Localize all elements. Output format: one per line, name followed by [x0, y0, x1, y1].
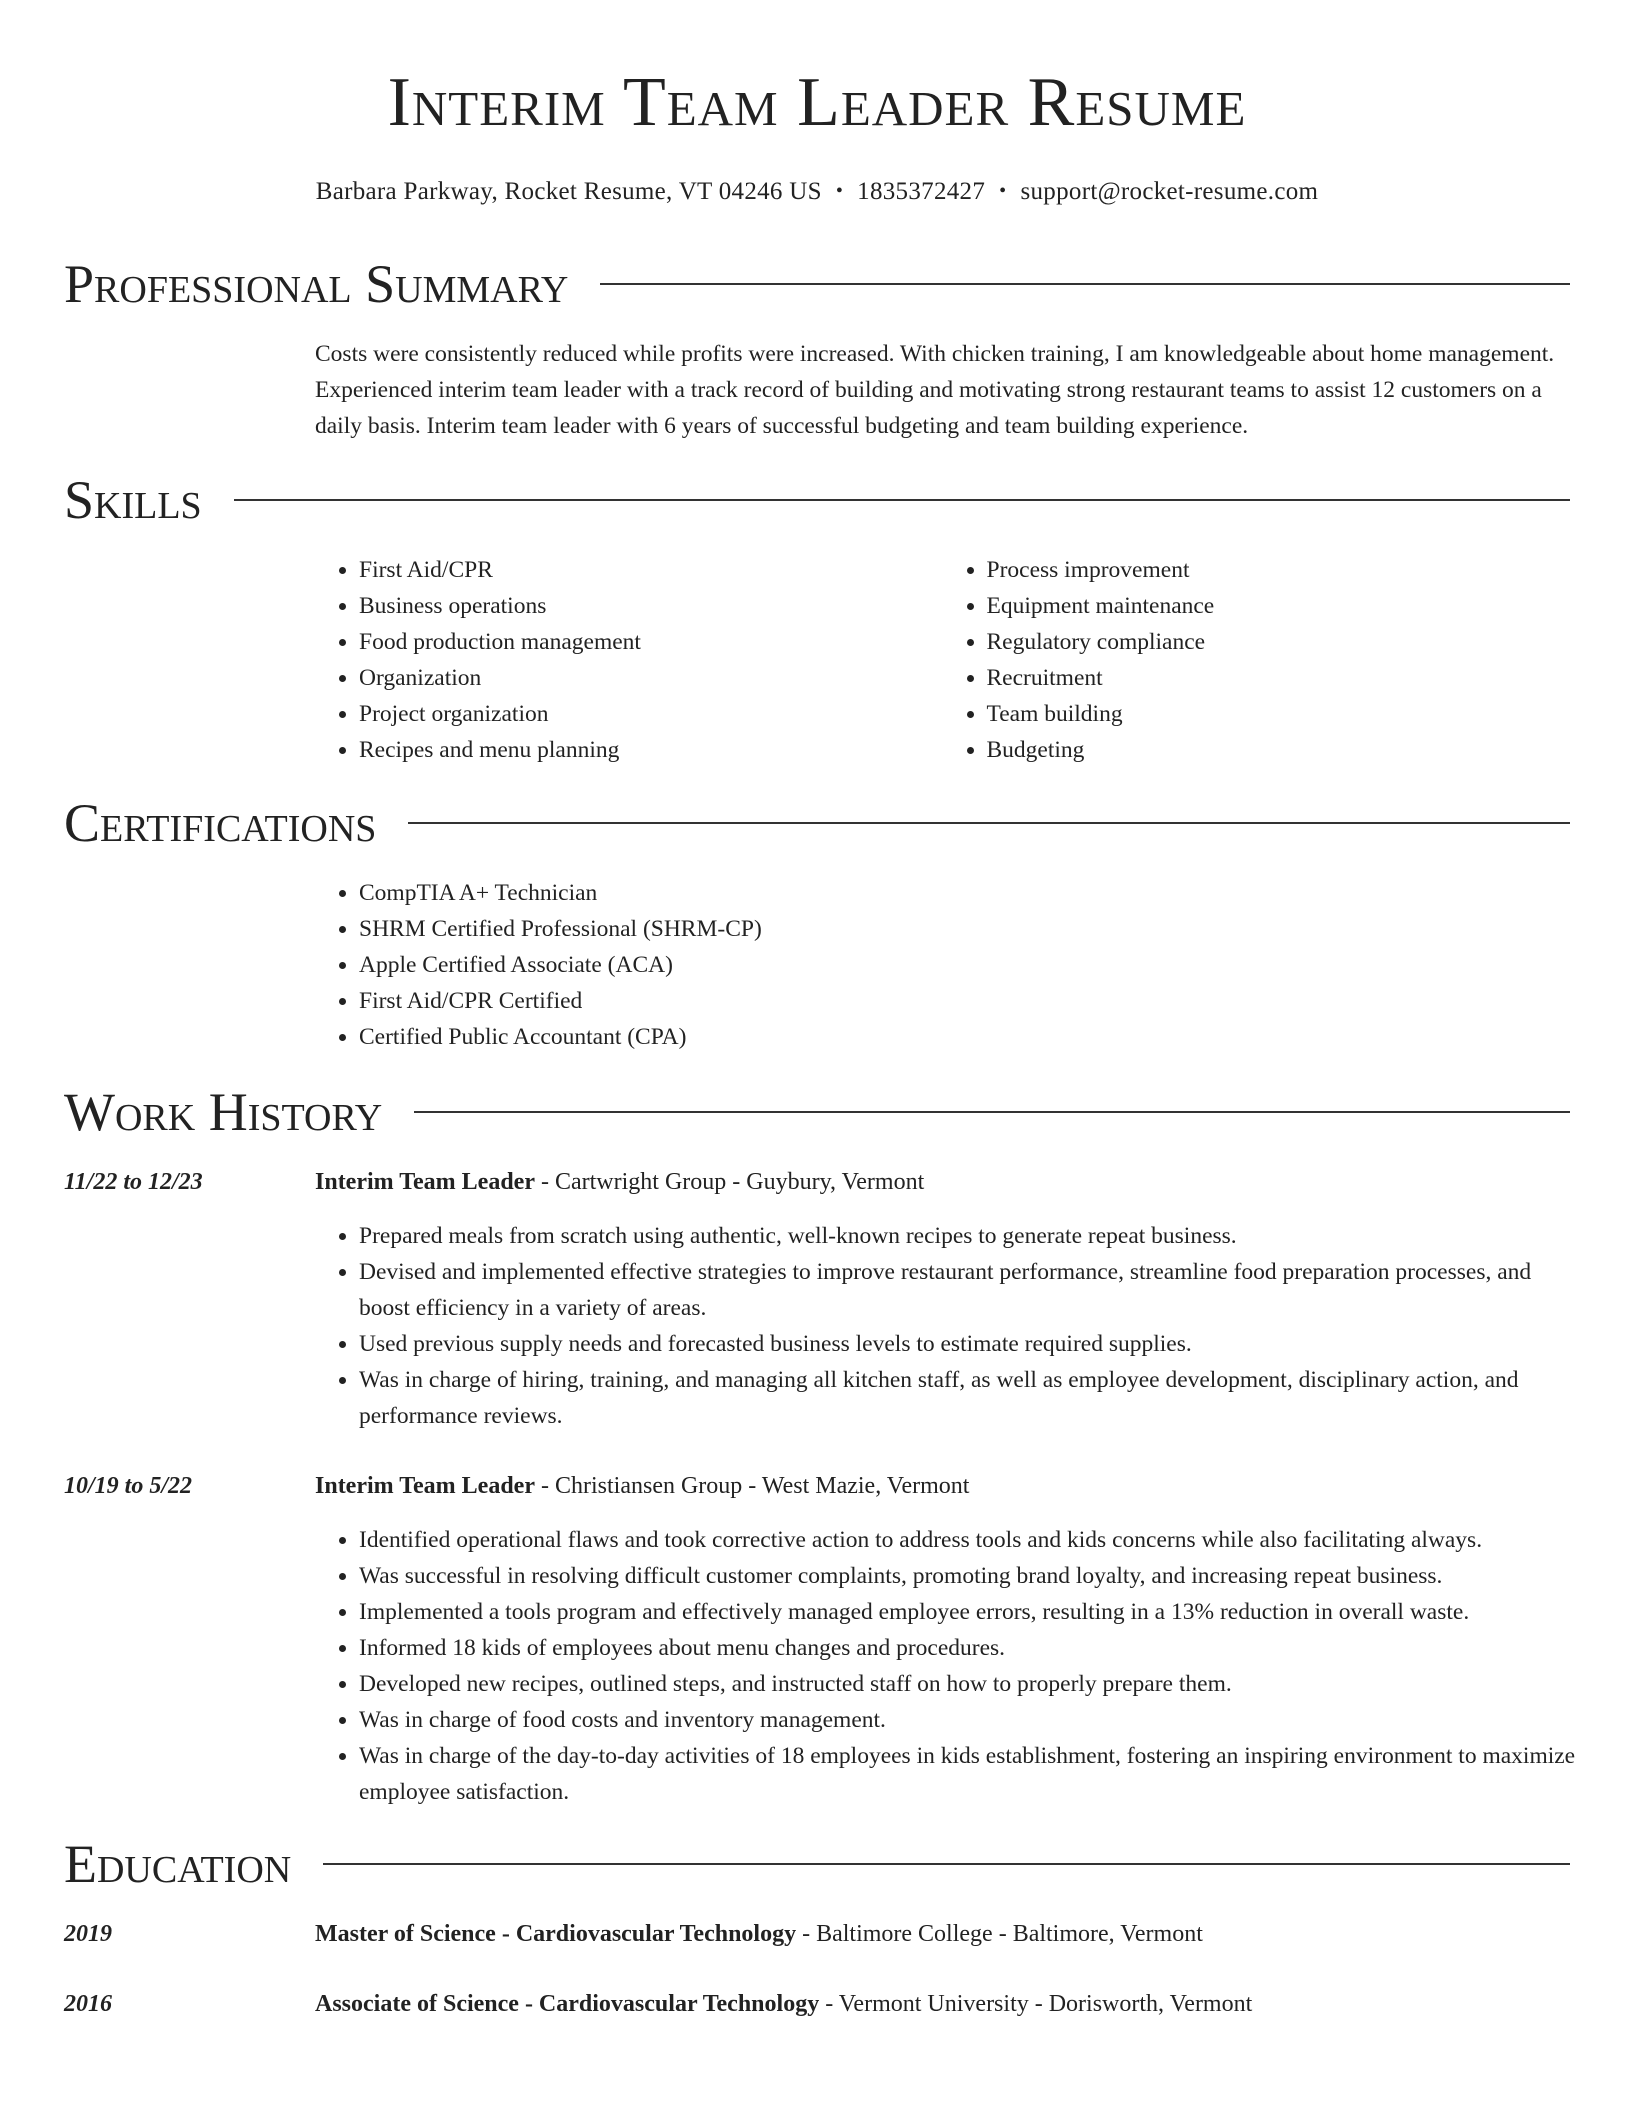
education-degree: Associate of Science - Cardiovascular Technology [315, 1991, 820, 2017]
job-entry [64, 1468, 1576, 1810]
certifications-section [64, 791, 1570, 1055]
skill-item: • Budgeting [987, 732, 1571, 768]
job-bullet: • Implemented a tools program and effectively managed employee errors, resulting in a 13% reduction in overall waste. [359, 1594, 1584, 1630]
job-heading [315, 1468, 1570, 1504]
job-title: Interim Team Leader [315, 1473, 535, 1499]
job-bullet: • Developed new recipes, outlined steps, and instructed staff on how to properly prepare them. [359, 1666, 1584, 1702]
contact-separator: • [999, 180, 1007, 202]
resume-title: Interim Team Leader Resume [387, 64, 1247, 141]
job-heading [315, 1164, 1570, 1200]
education-entry [64, 1916, 1570, 1952]
contact-address: Barbara Parkway, Rocket Resume, VT 04246 US [315, 178, 822, 205]
section-title: Professional Summary [64, 254, 569, 314]
section-title: Work History [64, 1082, 383, 1142]
job-bullet: • Was successful in resolving difficult customer complaints, promoting brand loyalty, and increasing repeat business. [359, 1558, 1584, 1594]
job-bullet: • Was in charge of hiring, training, and managing all kitchen staff, as well as employee development, disciplinary action, and performance reviews. [359, 1362, 1584, 1434]
job-bullets [315, 1218, 1584, 1434]
section-divider [414, 1111, 1570, 1113]
skill-item: • Team building [987, 696, 1571, 732]
job-bullet: • Prepared meals from scratch using authentic, well-known recipes to generate repeat business. [359, 1218, 1584, 1254]
skill-item: • Organization [359, 660, 943, 696]
section-header [64, 1080, 1570, 1144]
skill-item: • Business operations [359, 588, 943, 624]
job-employer: - Christiansen Group - West Mazie, Vermont [534, 1473, 970, 1499]
section-header [64, 468, 1570, 532]
skill-item: • Regulatory compliance [987, 624, 1571, 660]
skill-item: • Food production management [359, 624, 943, 660]
section-divider [234, 499, 1570, 501]
section-header [64, 1832, 1570, 1896]
contact-phone: 1835372427 [857, 178, 986, 205]
section-title: Certifications [64, 793, 377, 853]
education-school: - Baltimore College - Baltimore, Vermont [796, 1921, 1203, 1947]
summary-text: Costs were consistently reduced while profits were increased. With chicken training, I am knowledgeable about home management. Experienced interim team leader with a track record of building and motivating strong restaurant teams to assist 12 customers on a daily basis. Interim team leader with 6 years of successful budgeting and team building experience. [315, 341, 1555, 439]
skills-columns [315, 552, 1570, 768]
education-entry [64, 1986, 1570, 2022]
job-entry [64, 1164, 1570, 1434]
section-divider [323, 1863, 1570, 1865]
education-heading [315, 1986, 1570, 2022]
contact-email: support@rocket-resume.com [1020, 178, 1319, 205]
job-dates: 11/22 to 12/23 [64, 1169, 203, 1195]
skill-item: • Equipment maintenance [987, 588, 1571, 624]
job-bullet: • Identified operational flaws and took corrective action to address tools and kids concerns while also facilitating always. [359, 1522, 1584, 1558]
certification-item: • SHRM Certified Professional (SHRM-CP) [359, 911, 1570, 947]
summary-section [64, 252, 1570, 444]
contact-separator: • [835, 180, 844, 202]
skill-item: • Project organization [359, 696, 943, 732]
certification-item: • Certified Public Accountant (CPA) [359, 1019, 1570, 1055]
job-bullet: • Informed 18 kids of employees about menu changes and procedures. [359, 1630, 1584, 1666]
section-divider [408, 822, 1570, 824]
job-bullet: • Devised and implemented effective strategies to improve restaurant performance, streamline food preparation processes, and boost efficiency in a variety of areas. [359, 1254, 1584, 1326]
skill-item: • Process improvement [987, 552, 1571, 588]
certifications-list [315, 875, 1570, 1055]
work-history-section [64, 1080, 1576, 1810]
education-school: - Vermont University - Dorisworth, Vermont [819, 1991, 1253, 2017]
skills-list-left [315, 552, 943, 768]
certification-item: • Apple Certified Associate (ACA) [359, 947, 1570, 983]
skills-list-right [943, 552, 1571, 768]
education-degree: Master of Science - Cardiovascular Technology [315, 1921, 797, 1947]
skill-item: • First Aid/CPR [359, 552, 943, 588]
job-dates: 10/19 to 5/22 [64, 1473, 193, 1499]
skills-section [64, 468, 1570, 768]
education-heading [315, 1916, 1570, 1952]
job-bullet: • Was in charge of the day-to-day activities of 18 employees in kids establishment, fostering an inspiring environment to maximize employee satisfaction. [359, 1738, 1584, 1810]
job-employer: - Cartwright Group - Guybury, Vermont [534, 1169, 925, 1195]
education-year: 2016 [64, 1991, 112, 2017]
job-bullet: • Used previous supply needs and forecasted business levels to estimate required supplies. [359, 1326, 1584, 1362]
section-divider [600, 283, 1570, 285]
skill-item: • Recruitment [987, 660, 1571, 696]
job-bullets [315, 1522, 1584, 1810]
education-section [64, 1832, 1570, 2022]
job-bullet: • Was in charge of food costs and inventory management. [359, 1702, 1584, 1738]
section-header [64, 252, 1570, 316]
section-header [64, 791, 1570, 855]
contact-line [64, 174, 1570, 209]
education-year: 2019 [64, 1921, 112, 1947]
skill-item: • Recipes and menu planning [359, 732, 943, 768]
section-title: Skills [64, 470, 202, 530]
certification-item: • First Aid/CPR Certified [359, 983, 1570, 1019]
section-title: Education [64, 1834, 292, 1894]
job-title: Interim Team Leader [315, 1169, 535, 1195]
certification-item: • CompTIA A+ Technician [359, 875, 1570, 911]
